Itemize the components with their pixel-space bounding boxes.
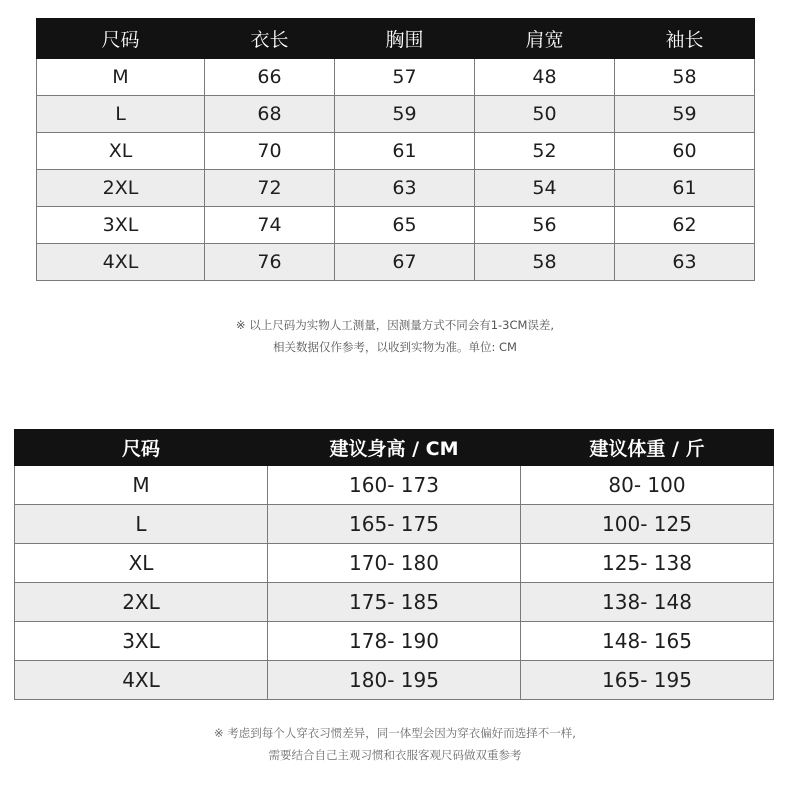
cell-shoulder: 58: [475, 244, 615, 281]
cell-length: 66: [205, 59, 335, 96]
table-row: [37, 207, 755, 244]
cell-sleeve: 58: [615, 59, 755, 96]
measurement-note-line2: 相关数据仅作参考，以收到实物为准。单位: CM: [273, 340, 517, 354]
cell-shoulder: 48: [475, 59, 615, 96]
header-height: 建议身高 / CM: [268, 430, 521, 466]
cell-sleeve: 59: [615, 96, 755, 133]
cell-size: 2XL: [15, 583, 268, 622]
cell-length: 74: [205, 207, 335, 244]
cell-height: 180- 195: [268, 661, 521, 700]
table-row: [15, 505, 774, 544]
cell-size: M: [37, 59, 205, 96]
recommendation-note-line1: ※ 考虑到每个人穿衣习惯差异，同一体型会因为穿衣偏好而选择不一样,: [214, 726, 576, 740]
cell-height: 165- 175: [268, 505, 521, 544]
table-row: [37, 170, 755, 207]
table-row: [37, 59, 755, 96]
cell-weight: 125- 138: [521, 544, 774, 583]
cell-shoulder: 56: [475, 207, 615, 244]
cell-size: XL: [37, 133, 205, 170]
cell-height: 175- 185: [268, 583, 521, 622]
cell-shoulder: 54: [475, 170, 615, 207]
cell-size: 2XL: [37, 170, 205, 207]
header-length: 衣长: [205, 19, 335, 59]
header-weight: 建议体重 / 斤: [521, 430, 774, 466]
cell-weight: 100- 125: [521, 505, 774, 544]
table-row: [15, 466, 774, 505]
measurement-note-line1: ※ 以上尺码为实物人工测量，因测量方式不同会有1-3CM误差,: [235, 318, 555, 332]
table-row: [37, 244, 755, 281]
cell-chest: 61: [335, 133, 475, 170]
cell-sleeve: 63: [615, 244, 755, 281]
cell-size: 4XL: [37, 244, 205, 281]
header-sleeve: 袖长: [615, 19, 755, 59]
cell-height: 170- 180: [268, 544, 521, 583]
measurement-header-row: [37, 19, 755, 59]
recommendation-header-row: [15, 430, 774, 466]
cell-length: 72: [205, 170, 335, 207]
cell-chest: 57: [335, 59, 475, 96]
table-row: [37, 133, 755, 170]
cell-shoulder: 50: [475, 96, 615, 133]
cell-size: 3XL: [37, 207, 205, 244]
cell-chest: 65: [335, 207, 475, 244]
cell-chest: 63: [335, 170, 475, 207]
measurement-note: [0, 314, 790, 358]
cell-sleeve: 61: [615, 170, 755, 207]
table-row: [15, 544, 774, 583]
header-size: 尺码: [15, 430, 268, 466]
cell-size: L: [15, 505, 268, 544]
recommendation-note: [0, 722, 790, 766]
cell-shoulder: 52: [475, 133, 615, 170]
header-chest: 胸围: [335, 19, 475, 59]
cell-chest: 67: [335, 244, 475, 281]
recommendation-note-line2: 需要结合自己主观习惯和衣服客观尺码做双重参考: [268, 748, 522, 762]
recommendation-table: [14, 429, 774, 700]
cell-length: 70: [205, 133, 335, 170]
table-row: [15, 583, 774, 622]
cell-height: 160- 173: [268, 466, 521, 505]
cell-size: 3XL: [15, 622, 268, 661]
cell-height: 178- 190: [268, 622, 521, 661]
table-row: [15, 661, 774, 700]
cell-size: XL: [15, 544, 268, 583]
cell-size: M: [15, 466, 268, 505]
cell-weight: 165- 195: [521, 661, 774, 700]
cell-size: 4XL: [15, 661, 268, 700]
header-shoulder: 肩宽: [475, 19, 615, 59]
cell-chest: 59: [335, 96, 475, 133]
measurement-table: [36, 18, 755, 281]
cell-length: 76: [205, 244, 335, 281]
header-size: 尺码: [37, 19, 205, 59]
cell-weight: 80- 100: [521, 466, 774, 505]
table-row: [15, 622, 774, 661]
cell-weight: 138- 148: [521, 583, 774, 622]
cell-weight: 148- 165: [521, 622, 774, 661]
cell-sleeve: 62: [615, 207, 755, 244]
table-row: [37, 96, 755, 133]
cell-length: 68: [205, 96, 335, 133]
cell-size: L: [37, 96, 205, 133]
cell-sleeve: 60: [615, 133, 755, 170]
